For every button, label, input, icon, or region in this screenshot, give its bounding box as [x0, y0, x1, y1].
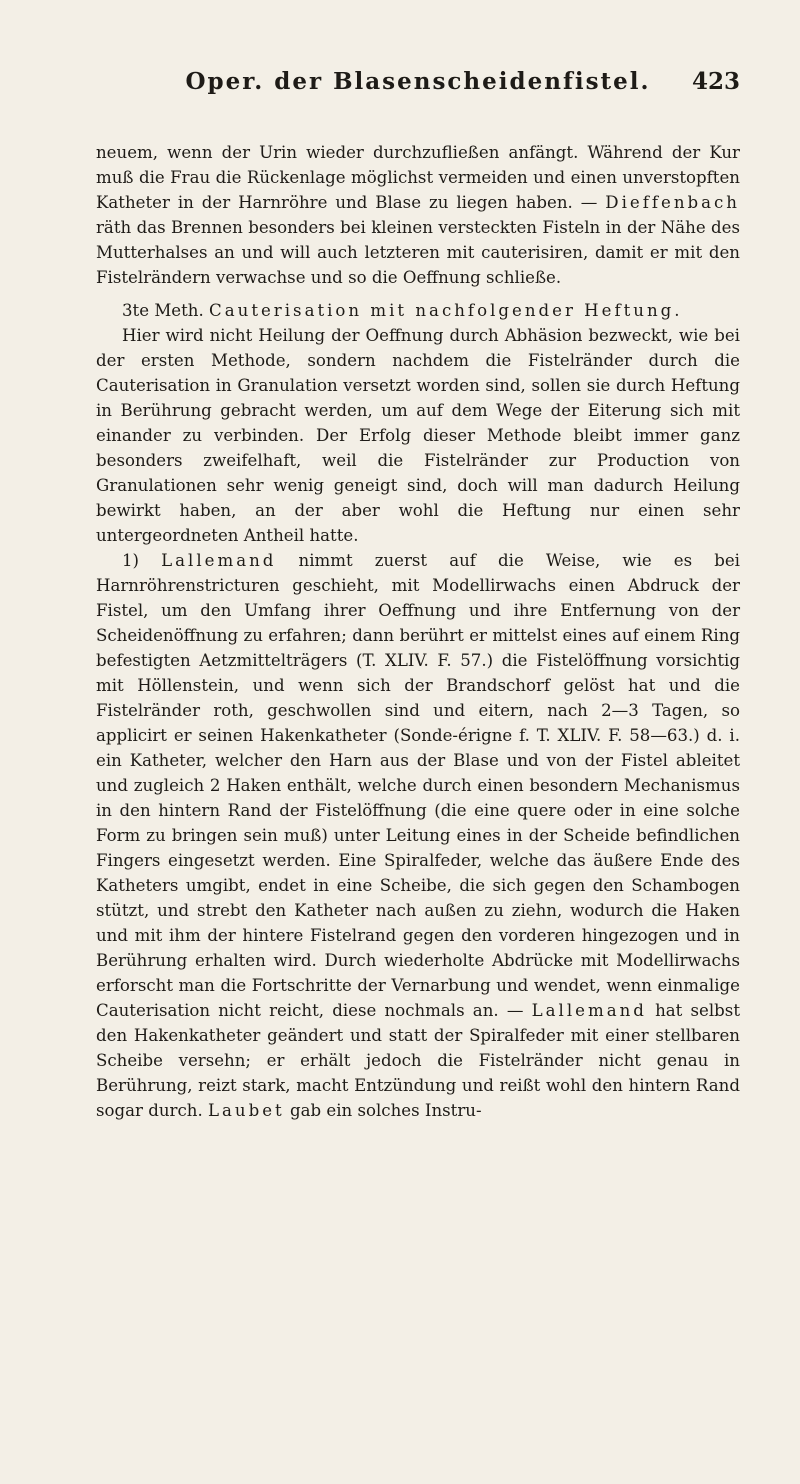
spaced-name: Lallemand	[161, 551, 277, 570]
text-run: räth das Brennen besonders bei kleinen versteckten Fisteln in der Nähe des Mutterhalses an und will auch letzteren mit cauterisiren, damit er mit den Fistelrändern verwachse und so die Oeffnung schließe.	[96, 218, 740, 287]
text-run: Hier wird nicht Heilung der Oeffnung durch Abhäsion bezweckt, wie bei der ersten Methode, sondern nachdem die Fistelränder durch die Cauterisation in Granulation versetzt worden sind, sollen sie durch Heftung in Berührung gebracht werden, um auf dem Wege der Eiterung sich mit einander zu verbinden. Der Erfolg dieser Methode bleibt immer ganz besonders zweifelhaft, weil die Fistelränder zur Production von Granulationen sehr wenig geneigt sind, doch will man dadurch Heilung bewirkt haben, an der aber wohl die Heftung nur einen sehr untergeordneten Antheil hatte.	[96, 326, 740, 545]
paragraph	[96, 140, 740, 290]
spaced-name: Cauterisation mit nachfolgender Heftung.	[209, 301, 683, 320]
paragraph	[96, 323, 740, 548]
text-run: neuem, wenn der Urin wieder durchzufließen anfängt. Während der Kur muß die Frau die Rückenlage möglichst vermeiden und einen unverstopften Katheter in der Harnröhre und Blase zu liegen haben. —	[96, 143, 740, 212]
text-run: nimmt zuerst auf die Weise, wie es bei Harnröhrenstricturen geschieht, mit Modellirwachs einen Abdruck der Fistel, um den Umfang ihrer Oeffnung und ihre Entfernung von der Scheidenöffnung zu erfahren; dann berührt er mittelst eines auf einem Ring befestigten Aetzmittelträgers (T. XLIV. F. 57.) die Fistelöffnung vorsichtig mit Höllenstein, und wenn sich der Brandschorf gelöst hat und die Fistelränder roth, geschwollen sind und eitern, nach 2—3 Tagen, so applicirt er seinen Hakenkatheter (Sonde-érigne f. T. XLIV. F. 58—63.) d. i. ein Katheter, welcher den Harn aus der Blase und von der Fistel ableitet und zugleich 2 Haken enthält, welche durch einen besondern Mechanismus in den hintern Rand der Fistelöffnung (die eine quere oder in eine solche Form zu bringen sein muß) unter Leitung eines in der Scheide befindlichen Fingers eingesetzt werden. Eine Spiralfeder, welche das äußere Ende des Katheters umgibt, endet in eine Scheibe, die sich gegen den Schambogen stützt, und strebt den Katheter nach außen zu ziehn, wodurch die Haken und mit ihm der hintere Fistelrand gegen den vorderen hingezogen und in Berührung erhalten wird. Durch wiederholte Abdrücke mit Modellirwachs erforscht man die Fortschritte der Vernarbung und wendet, wenn einmalige Cauterisation nicht reicht, diese nochmals an. —	[96, 551, 740, 1020]
body-text	[96, 140, 740, 1123]
page-number: 423	[691, 68, 740, 95]
spaced-name: Dieffenbach	[605, 193, 740, 212]
page-header	[96, 68, 740, 108]
text-run: 1)	[122, 551, 162, 570]
section-heading	[96, 298, 740, 323]
text-run: 3te Meth.	[122, 301, 210, 320]
text-run: gab ein solches Instru-	[284, 1101, 482, 1120]
paragraph	[96, 548, 740, 1123]
spaced-name: Lallemand	[531, 1001, 647, 1020]
spaced-name: Laubet	[208, 1101, 285, 1120]
running-head: Oper. der Blasenscheidenfistel.	[185, 68, 651, 95]
text-run: hat selbst den Hakenkatheter geändert und statt der Spiralfeder mit einer stellbaren Scheibe versehn; er erhält jedoch die Fistelränder nicht genau in Berührung, reizt stark, macht Entzündung und reißt wohl den hintern Rand sogar durch.	[96, 1001, 740, 1120]
